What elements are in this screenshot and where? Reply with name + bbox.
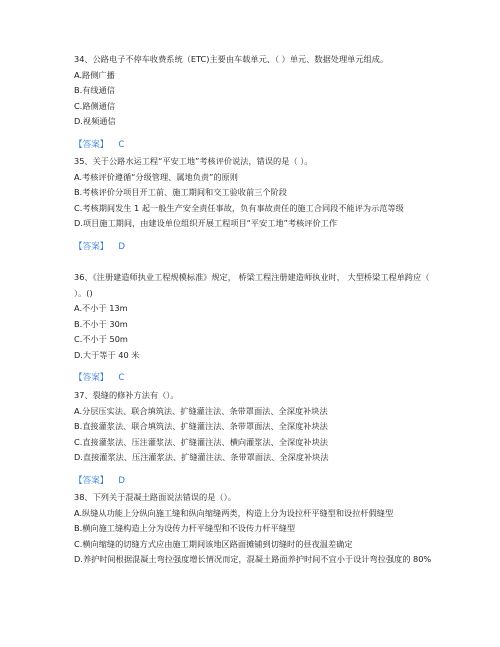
option-c: C.直接灌浆法、压注灌浆法、扩缝灌注法、横向灌浆法、全深度补块法 — [74, 436, 328, 447]
answer-line — [74, 474, 434, 490]
answer-label: 【答案】 — [74, 475, 109, 486]
option-b: B.考核评价分项目开工前、施工期间和交工验收前三个阶段 — [74, 187, 287, 197]
answer-label: 【答案】 — [74, 241, 109, 252]
option-b: B.横向施工缝构造上分为设传力杆平缝型和不设传力杆平缝型 — [74, 523, 296, 533]
option-d: D.养护时间根据混凝土弯拉强度增长情况而定，混凝土路面养护时间不宜小于设计弯拉强度的 80% — [74, 554, 432, 564]
option-d: D.项目施工期间，由建设单位组织开展工程项目“平安工地”考核评价工作 — [74, 218, 338, 228]
question-37 — [74, 388, 434, 489]
answer-line — [74, 240, 434, 256]
answer-line — [74, 371, 434, 387]
option-a: A.分层压实法、联合填筑法、扩缝灌注法、条带罩面法、全深度补块法 — [74, 405, 328, 416]
option-c: C.不小于 50m — [74, 334, 128, 344]
option-a: A.路侧广播 — [74, 69, 115, 80]
question-stem: 34、公路电子不停车收费系统（ETC)主要由车载单元、（ ）单元、数据处理单元组成。 — [74, 54, 389, 64]
question-stem: 35、关于公路水运工程“平安工地”考核评价说法，错误的是（ ）。 — [74, 156, 313, 166]
option-d: D.直接灌浆法、压注灌浆法、扩缝灌注法、条带罩面法、全深度补块法 — [74, 452, 329, 462]
question-36 — [74, 270, 434, 387]
question-stem: 37、裂缝的修补方法有（）。 — [74, 390, 179, 400]
option-c: C.路侧通信 — [74, 100, 116, 111]
answer-label: 【答案】 — [74, 373, 109, 383]
question-35 — [74, 154, 434, 255]
answer-value: C — [118, 139, 125, 150]
question-stem: 38、下列关于混凝土路面说法错误的是（）。 — [74, 492, 236, 502]
answer-value: D — [118, 475, 126, 486]
question-34 — [74, 52, 434, 153]
option-b: B.直接灌浆法、联合填筑法、扩缝灌注法、条带罩面法、全深度补块法 — [74, 421, 328, 431]
option-d: D.大于等于 40 米 — [74, 349, 140, 360]
option-c: C.考核期间发生 1 起一般生产安全责任事故，负有事故责任的施工合同段不能评为示范等级 — [74, 202, 404, 213]
question-stem: 36、《注册建造师执业工程规模标准》规定， 桥梁工程注册建造师执业时， 大型桥梁工程单跨应（ ）。() — [74, 272, 430, 298]
option-c: C.横向缩缝的切缝方式应由施工期间该地区路面摊铺到切缝时的昼夜温差确定 — [74, 538, 353, 549]
answer-value: D — [118, 241, 126, 252]
answer-line — [74, 138, 434, 154]
option-a: A.不小于 13m — [74, 303, 128, 313]
option-a: A.考核评价遵循“分级管理、属地负责”的原则 — [74, 171, 238, 182]
option-a: A.纵缝从功能上分纵向施工缝和纵向缩缝两类，构造上分为设拉杆平缝型和设拉杆假缝型 — [74, 507, 394, 518]
option-b: B.不小于 30m — [74, 318, 128, 329]
question-38 — [74, 490, 434, 568]
answer-label: 【答案】 — [74, 139, 109, 150]
option-b: B.有线通信 — [74, 85, 115, 95]
option-d: D.视频通信 — [74, 116, 116, 126]
answer-value: C — [118, 373, 125, 383]
